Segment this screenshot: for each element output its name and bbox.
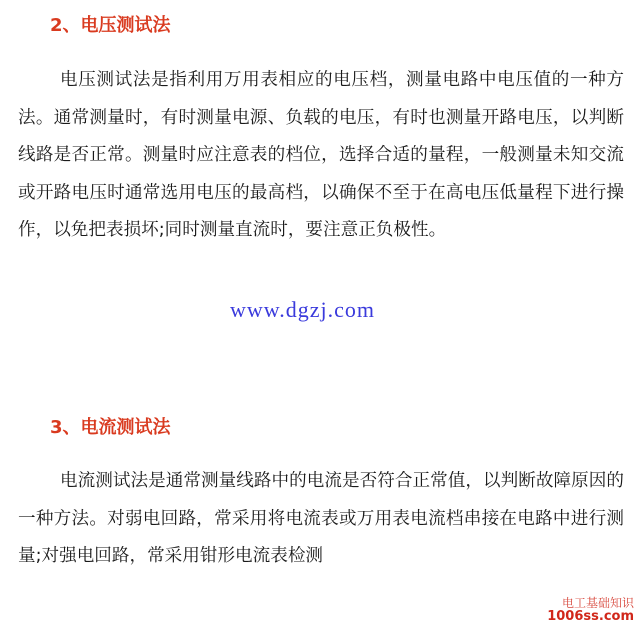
section-body-voltage-test: 电压测试法是指利用万用表相应的电压档，测量电路中电压值的一种方法。通常测量时，有时测量电源、负载的电压，有时也测量开路电压，以判断线路是否正常。测量时应注意表的档位，选择合适的量程，一般测量未知交流或开路电压时通常选用电压的最高档，以确保不至于在高电压低量程下进行操作，以免把表损坏;同时测量直流时，要注意正负极性。	[18, 70, 624, 241]
section-heading-current-test: 3、电流测试法	[50, 417, 171, 438]
corner-watermark	[547, 596, 634, 624]
section-heading-voltage-test: 2、电压测试法	[50, 15, 171, 36]
center-watermark-url: www.dgzj.com	[230, 297, 375, 322]
corner-watermark-title: 电工基础知识	[561, 596, 634, 610]
section-body-current-test: 电流测试法是通常测量线路中的电流是否符合正常值，以判断故障原因的一种方法。对弱电回路，常采用将电流表或万用表电流档串接在电路中进行测量;对强电回路，常采用钳形电流表检测	[18, 471, 624, 567]
corner-watermark-url: 1006ss.com	[547, 609, 634, 624]
